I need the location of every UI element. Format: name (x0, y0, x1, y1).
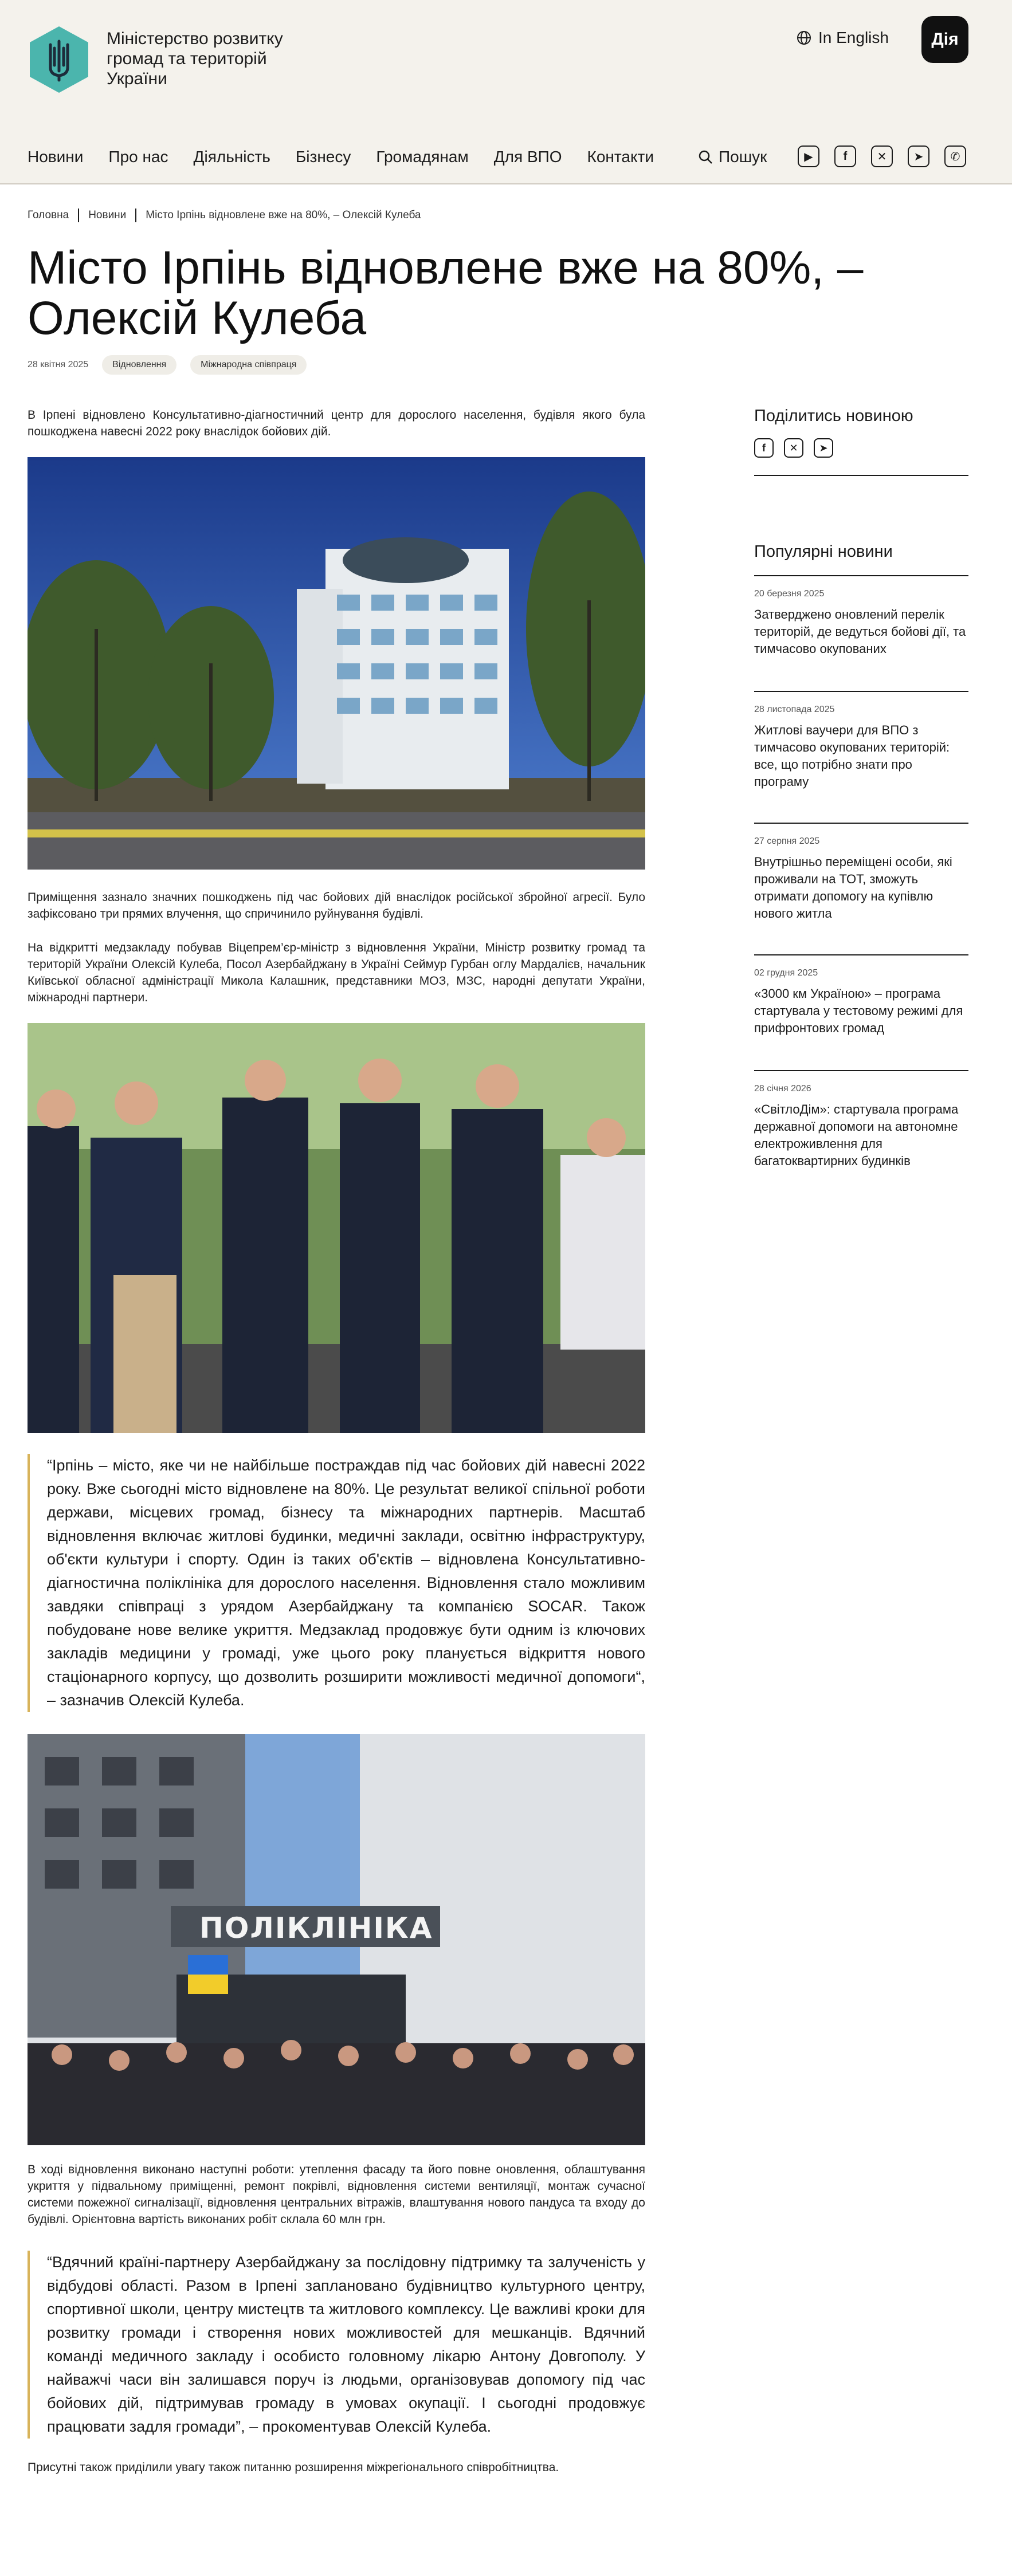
breadcrumb-home[interactable]: Головна (28, 209, 69, 221)
article-paragraph: В Ірпені відновлено Консультативно-діагностичний центр для дорослого населення, будівля якого була пошкоджена навесні 2022 року внаслідок бойових дій. (28, 408, 645, 438)
article-paragraph: В ході відновлення виконано наступні роботи: утеплення фасаду та його повне оновлення, облаштування укриття у підвальному приміщенні, ремонт покрівлі, відновлення системи вентиляції, монтаж сучасної системи пожежної сигналізації, відновлення центральних вітражів, влаштування нового пандуса та входу до будівлі. Орієнтовна вартість виконаних робіт склала 60 млн грн. (28, 2163, 645, 2226)
language-switch[interactable] (797, 29, 889, 47)
share-buttons (754, 438, 968, 458)
diia-button[interactable]: Дія (921, 16, 968, 63)
nav-item-news[interactable]: Новини (28, 148, 84, 166)
popular-news-date: 27 серпня 2025 (754, 836, 820, 846)
popular-news-text: Житлові ваучери для ВПО з тимчасово окупованих територій: все, що потрібно знати про програму (754, 723, 950, 789)
popular-news-text: «СвітлоДім»: стартувала програма державної допомоги на автономне електроживлення для багатоквартирних будинків (754, 1102, 959, 1168)
search-icon (698, 150, 713, 164)
social-links (798, 145, 966, 167)
popular-news-text: «3000 км Україною» – програма стартувала у тестовому режимі для прифронтових громад (754, 986, 963, 1035)
page-title: Місто Ірпінь відновлене вже на 80%, – Олексій Кулеба (28, 242, 864, 344)
nav-item-about[interactable]: Про нас (108, 148, 168, 166)
breadcrumb-divider (135, 209, 136, 222)
article-date: 28 квітня 2025 (28, 360, 89, 369)
whatsapp-icon[interactable]: ✆ (944, 145, 966, 167)
breadcrumb (28, 209, 421, 222)
clinic-building-photo (28, 457, 645, 870)
breadcrumb-news[interactable]: Новини (88, 209, 127, 221)
ministry-name-line1: Міністерство розвитку (107, 29, 283, 48)
popular-news-date: 28 січня 2026 (754, 1084, 811, 1094)
facebook-icon[interactable]: f (834, 145, 856, 167)
x-icon[interactable]: ✕ (784, 438, 803, 458)
popular-news-item[interactable] (754, 955, 968, 1070)
main-nav (28, 148, 679, 166)
nav-item-contacts[interactable]: Контакти (587, 148, 654, 166)
search-button[interactable] (698, 148, 767, 166)
globe-icon (797, 30, 811, 45)
nav-item-business[interactable]: Бізнесу (295, 148, 351, 166)
site-header (0, 0, 1012, 184)
nav-item-citizens[interactable]: Громадянам (376, 148, 469, 166)
language-label: In English (818, 29, 889, 46)
sidebar (754, 407, 968, 1186)
facebook-icon[interactable]: f (754, 438, 774, 458)
quote-text: “Вдячний країні-партнеру Азербайджану за послідовну підтримку та залученість у відбудові області. Разом в Ірпені заплановано будівництво культурного центру, спортивної школи, центру мистецтв та житлового комплексу. Це важливі кроки для розвитку громади і створення нових можливостей для мешканців. Вдячний команді медичного закладу і особисто головному лікарю Антону Довгополу. У найважчі часи він залишався поруч із людьми, організовував допомогу під час бойових дій, підтримував громаду в умовах окупації. І сьогодні продовжує працювати задля громади”, – прокоментував Олексій Кулеба. (47, 2253, 645, 2435)
breadcrumb-divider (78, 209, 79, 222)
ministry-name[interactable] (107, 29, 347, 89)
officials-photo (28, 1023, 645, 1433)
article-meta (28, 355, 307, 375)
divider (754, 475, 968, 476)
tag-recovery[interactable]: Відновлення (102, 355, 176, 375)
article-paragraph: На відкритті медзакладу побував Віцепрем’єр-міністр з відновлення України, Міністр розвитку громад та територій України Олексій Кулеба, Посол Азербайджану в Україні Сеймур Гурбан оглу Мардалієв, начальник Київської обласної адміністрації Микола Калашник, представники МОЗ, МЗС, народні депутати України, міжнародні партнери. (28, 941, 645, 1004)
popular-news-item[interactable] (754, 692, 968, 823)
quote-block (28, 1454, 645, 1712)
nav-item-idp[interactable]: Для ВПО (493, 148, 562, 166)
x-icon[interactable]: ✕ (871, 145, 893, 167)
popular-news-text: Затверджено оновлений перелік територій, де ведуться бойові дії, та тимчасово окупованих (754, 607, 966, 656)
popular-news-text: Внутрішньо переміщені особи, які проживали на ТОТ, зможуть отримати допомогу на купівлю нового житла (754, 855, 952, 921)
popular-news-date: 02 грудня 2025 (754, 968, 818, 978)
breadcrumb-current: Місто Ірпінь відновлене вже на 80%, – Олексій Кулеба (146, 209, 421, 221)
telegram-icon[interactable]: ➤ (814, 438, 833, 458)
share-title: Поділитись новиною (754, 407, 913, 425)
popular-news-item[interactable] (754, 824, 968, 954)
popular-news-date: 20 березня 2025 (754, 589, 825, 599)
article-body (28, 407, 645, 2476)
telegram-icon[interactable]: ➤ (908, 145, 929, 167)
quote-text: “Ірпінь – місто, яке чи не найбільше постраждав під час бойових дій навесні 2022 року. Вже сьогодні місто відновлене на 80%. Це результат великої спільної роботи держави, місцевих громад, бізнесу та міжнародних партнерів. Масштаб відновлення включає житлові будинки, медичні заклади, освітню інфраструктуру, об'єкти культури і спорту. Один із таких об'єктів – відновлена Консультативно-діагностична поліклініка для дорослого населення. Відновлення стало можливим завдяки співпраці з урядом Азербайджану та компанією SOCAR. Також побудоване нове велике укриття. Медзаклад продовжує бути одним із ключових закладів медицини у громаді, уже цього року планується відкриття нового стаціонарного корпусу, що дозволить розширити можливості медичної допомоги“, – зазначив Олексій Кулеба. (47, 1457, 645, 1709)
ministry-name-line2: громад та територій (107, 49, 267, 68)
article-paragraph: Приміщення зазнало значних пошкоджень під час бойових дій внаслідок російської збройної агресії. Було зафіксовано три прямих влучення, що спричинило руйнування будівлі. (28, 891, 645, 921)
polyclinic-entrance-photo (28, 1734, 645, 2145)
ministry-name-line3: України (107, 69, 167, 88)
ministry-logo-icon[interactable] (28, 25, 91, 94)
tag-international[interactable]: Міжнародна співпраця (190, 355, 307, 375)
youtube-icon[interactable]: ▶ (798, 145, 819, 167)
polyclinic-sign: ПОЛІКЛІНІКА (199, 1912, 433, 1945)
popular-news-item[interactable] (754, 576, 968, 691)
search-label: Пошук (719, 148, 767, 166)
popular-news-date: 28 листопада 2025 (754, 705, 835, 714)
nav-item-activity[interactable]: Діяльність (193, 148, 270, 166)
article-paragraph: Присутні також приділили увагу також питанню розширення міжрегіонального співробітництва. (28, 2461, 559, 2474)
quote-block (28, 2251, 645, 2439)
popular-news-item[interactable] (754, 1071, 968, 1186)
popular-news-title: Популярні новини (754, 542, 893, 561)
